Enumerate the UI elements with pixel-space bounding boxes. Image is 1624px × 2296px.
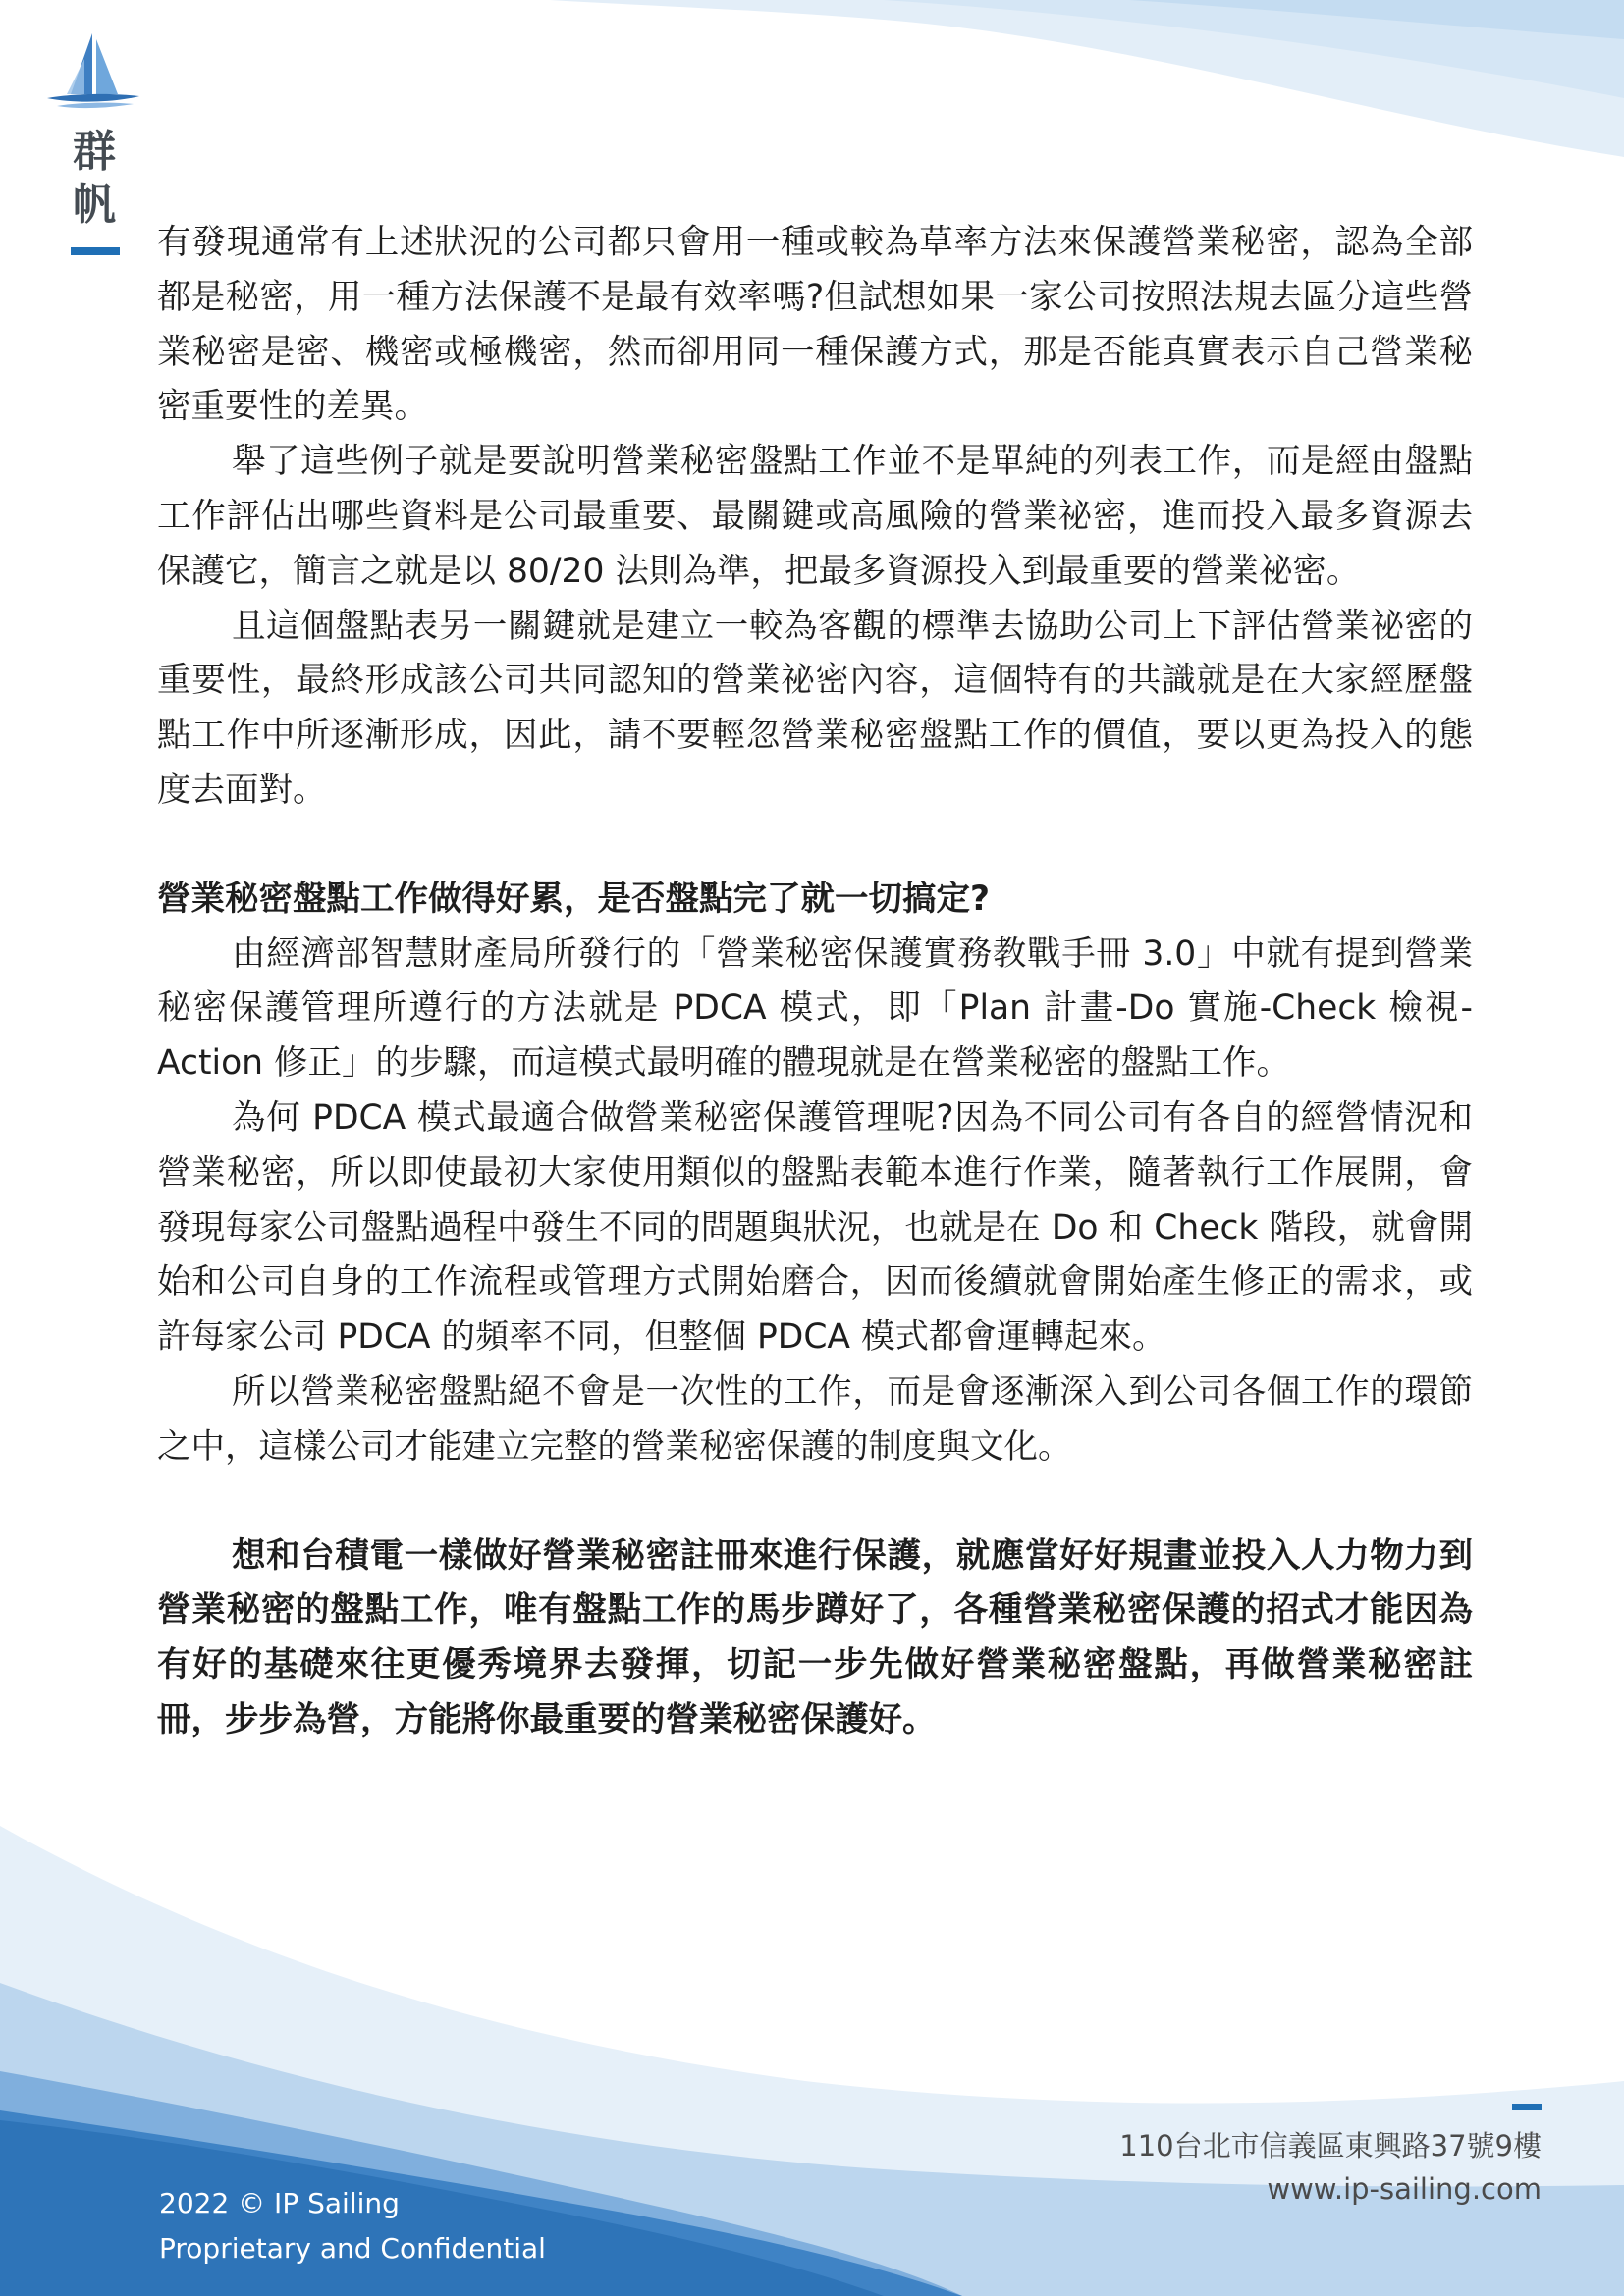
brand-name bbox=[67, 126, 122, 232]
paragraph-3: 且這個盤點表另一關鍵就是建立一較為客觀的標準去協助公司上下評估營業祕密的重要性，最終形成該公司共同認知的營業祕密內容，這個特有的共識就是在大家經歷盤點工作中所逐漸形成，因此，請不要輕忽營業秘密盤點工作的價值，要以更為投入的態度去面對。 bbox=[157, 606, 1473, 810]
spacer bbox=[157, 819, 1473, 873]
footer-address: 110台北市信義區東興路37號9樓 bbox=[1119, 2129, 1542, 2163]
section-paragraph-3: 所以營業秘密盤點絕不會是一次性的工作，而是會逐漸深入到公司各個工作的環節之中，這樣公司才能建立完整的營業秘密保護的制度與文化。 bbox=[157, 1371, 1473, 1467]
spacer bbox=[157, 1475, 1473, 1529]
footer-accent-bar bbox=[1512, 2104, 1542, 2110]
brand-char-2: 帆 bbox=[73, 180, 116, 230]
footer-website-link[interactable]: www.ip-sailing.com bbox=[1267, 2172, 1542, 2206]
footer-confidential: Proprietary and Confidential bbox=[159, 2232, 546, 2265]
footer-contact bbox=[1119, 2124, 1542, 2211]
brand-accent-bar bbox=[71, 247, 120, 255]
footer-copyright: 2022 © IP Sailing bbox=[159, 2187, 400, 2219]
section-paragraph-2: 為何 PDCA 模式最適合做營業秘密保護管理呢?因為不同公司有各自的經營情況和營業秘密，所以即使最初大家使用類似的盤點表範本進行作業，隨著執行工作展開，會發現每家公司盤點過程中發生不同的問題與狀況，也就是在 Do 和 Check 階段，就會開始和公司自身的工作流程或管理方式開始磨合，因而後續就會開始產生修正的需求，或許每家公司 PDCA 的頻率不同，但整個 PDCA 模式都會運轉起來。 bbox=[157, 1097, 1473, 1358]
sailboat-logo-icon bbox=[37, 29, 145, 114]
paragraph-2: 舉了這些例子就是要說明營業秘密盤點工作並不是單純的列表工作，而是經由盤點工作評估出哪些資料是公司最重要、最關鍵或高風險的營業祕密，進而投入最多資源去保護它，簡言之就是以 80/20 法則為準，把最多資源投入到最重要的營業祕密。 bbox=[157, 442, 1473, 591]
footer-legal bbox=[159, 2181, 546, 2271]
brand-char-1: 群 bbox=[73, 127, 116, 177]
paragraph-1: 有發現通常有上述狀況的公司都只會用一種或較為草率方法來保護營業秘密，認為全部都是秘密，用一種方法保護不是最有效率嗎?但試想如果一家公司按照法規去區分這些營業秘密是密、機密或極機密，然而卻用同一種保護方式，那是否能真實表示自己營業秘密重要性的差異。 bbox=[157, 223, 1473, 427]
section-paragraph-1: 由經濟部智慧財產局所發行的「營業秘密保護實務教戰手冊 3.0」中就有提到營業秘密保護管理所遵行的方法就是 PDCA 模式，即「Plan 計畫-Do 實施-Check 檢視-Action 修正」的步驟，而這模式最明確的體現就是在營業秘密的盤點工作。 bbox=[157, 934, 1473, 1084]
article-body bbox=[157, 216, 1473, 1748]
section-heading: 營業秘密盤點工作做得好累，是否盤點完了就一切搞定? bbox=[157, 879, 991, 919]
conclusion-paragraph: 想和台積電一樣做好營業秘密註冊來進行保護，就應當好好規畫並投入人力物力到營業秘密的盤點工作，唯有盤點工作的馬步蹲好了，各種營業秘密保護的招式才能因為有好的基礎來往更優秀境界去發揮，切記一步先做好營業秘密盤點，再做營業秘密註冊，步步為營，方能將你最重要的營業秘密保護好。 bbox=[157, 1535, 1473, 1739]
